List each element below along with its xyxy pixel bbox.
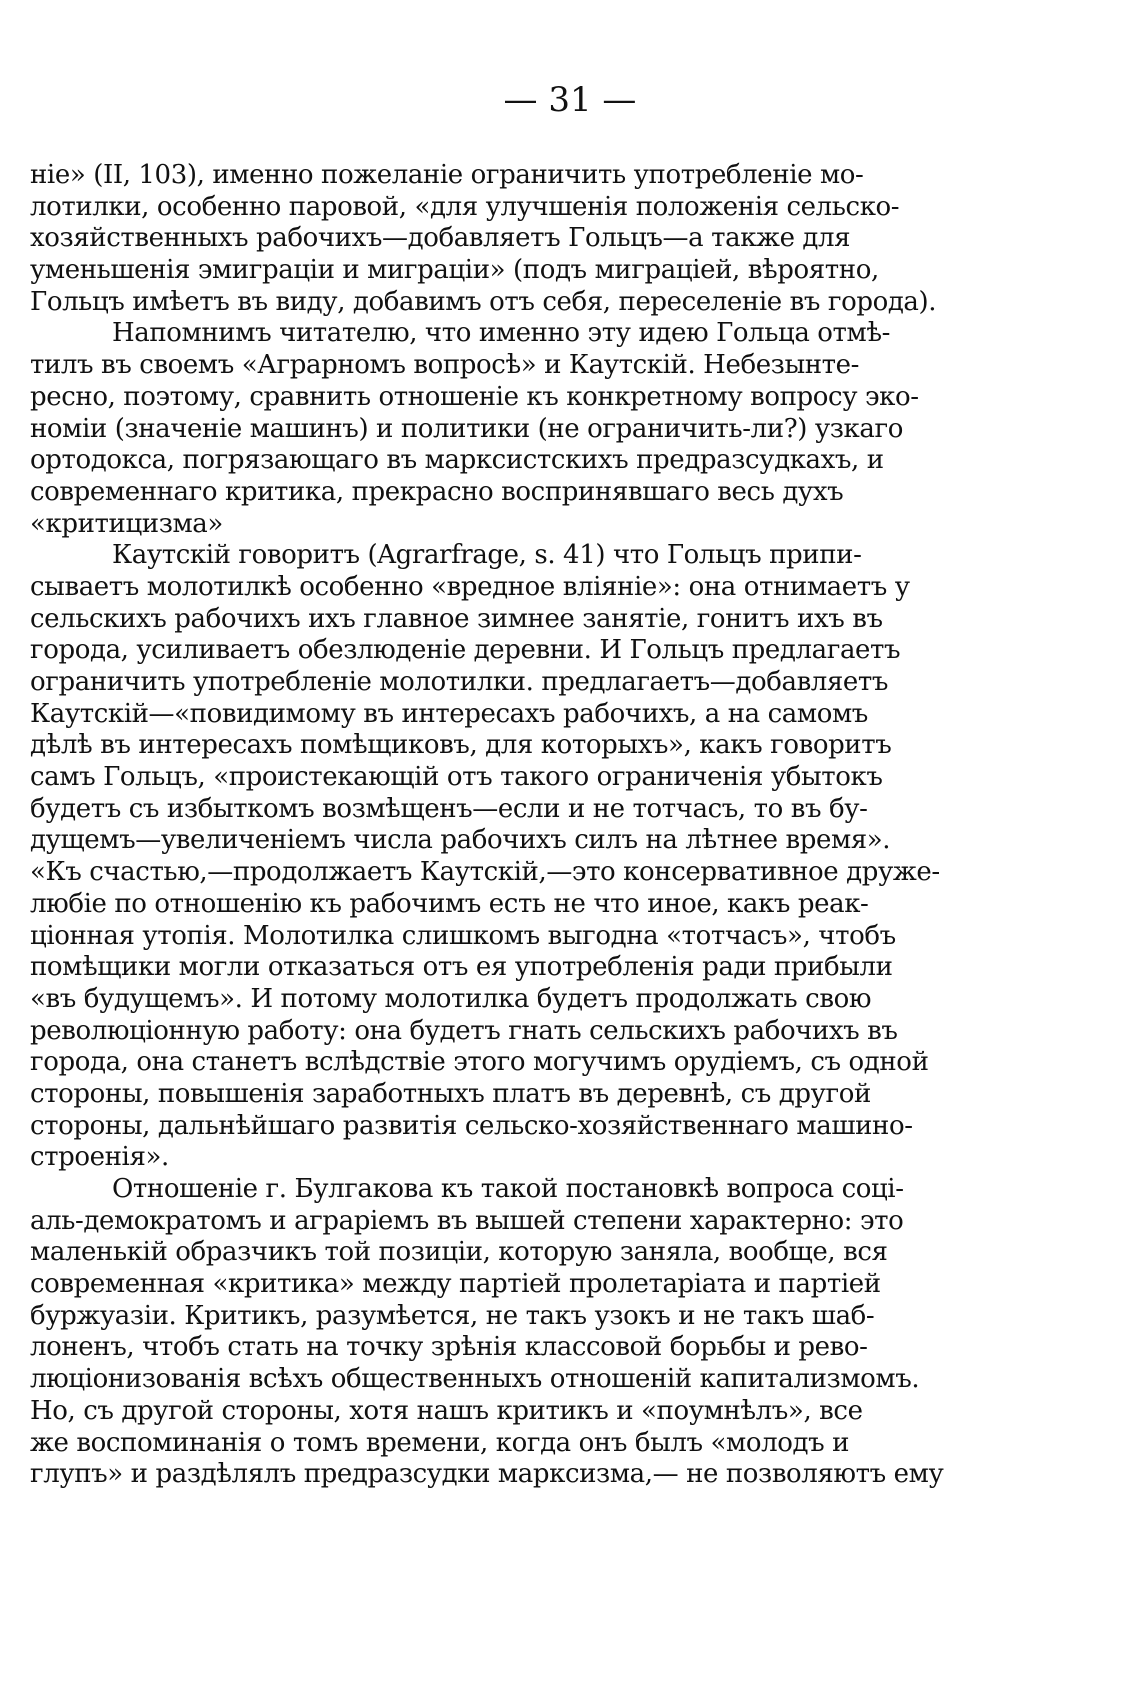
text-line: ортодокса, погрязающаго въ марксистскихъ предразсудкахъ, и: [30, 445, 884, 476]
text-line: хозяйственныхъ рабочихъ—добавляетъ Гольцъ—а также для: [30, 223, 851, 254]
text-line: сельскихъ рабочихъ ихъ главное зимнее занятіе, гонитъ ихъ въ: [30, 603, 883, 634]
text-line: будетъ съ избыткомъ возмѣщенъ—если и не тотчасъ, то въ бу-: [30, 793, 868, 824]
text-line: самъ Гольцъ, «проистекающій отъ такого ограниченія убытокъ: [30, 762, 883, 793]
text-line: люціонизованія всѣхъ общественныхъ отношеній капитализмомъ.: [30, 1364, 920, 1395]
text-line: Гольцъ имѣетъ въ виду, добавимъ отъ себя, переселеніе въ города).: [30, 286, 937, 317]
text-line: ресно, поэтому, сравнить отношеніе къ конкретному вопросу эко-: [30, 381, 919, 412]
text-line: ограничить употребленіе молотилки. предлагаетъ—добавляетъ: [30, 667, 889, 697]
text-line: тилъ въ своемъ «Аграрномъ вопросѣ» и Каутскій. Небезынте-: [30, 350, 860, 381]
text-line: же воспоминанія о томъ времени, когда онъ былъ «молодъ и: [30, 1427, 850, 1458]
text-line: номіи (значеніе машинъ) и политики (не ограничить-ли?) узкаго: [30, 413, 903, 444]
text-line: стороны, повышенія заработныхъ платъ въ деревнѣ, съ другой: [30, 1078, 871, 1109]
text-line: «въ будущемъ». И потому молотилка будетъ продолжать свою: [30, 983, 872, 1014]
text-line: дѣлѣ въ интересахъ помѣщиковъ, для которыхъ», какъ говоритъ: [30, 730, 892, 761]
text-line: Отношеніе г. Булгакова къ такой постановкѣ вопроса соці-: [112, 1174, 904, 1204]
text-line: сываетъ молотилкѣ особенно «вредное вліяніе»: она отнимаетъ у: [30, 571, 910, 602]
text-line: современная «критика» между партіей пролетаріата и партіей: [30, 1269, 881, 1300]
text-line: стороны, дальнѣйшаго развитія сельско-хозяйственнаго машино-: [30, 1110, 913, 1141]
text-line: Напомнимъ читателю, что именно эту идею Гольца отмѣ-: [112, 318, 891, 349]
text-line: современнаго критика, прекрасно воспринявшаго весь духъ: [30, 476, 844, 507]
text-line: Каутскій—«повидимому въ интересахъ рабочихъ, а на самомъ: [30, 698, 868, 729]
text-line: Каутскій говоритъ (Agrarfrage, s. 41) что Гольцъ припи-: [112, 540, 862, 571]
text-line: строенія».: [30, 1142, 169, 1173]
text-line: города, она станетъ вслѣдствіе этого могучимъ орудіемъ, съ одной: [30, 1047, 929, 1078]
text-line: лотилки, особенно паровой, «для улучшенія положенія сельско-: [30, 191, 900, 222]
text-line: ціонная утопія. Молотилка слишкомъ выгодна «тотчасъ», чтобъ: [30, 920, 896, 951]
text-line: маленькій образчикъ той позиціи, которую заняла, вообще, вся: [30, 1237, 888, 1268]
text-line: буржуазіи. Критикъ, разумѣется, не такъ узокъ и не такъ шаб-: [30, 1300, 875, 1331]
text-line: помѣщики могли отказаться отъ ея употребленія ради прибыли: [30, 952, 893, 983]
text-line: дущемъ—увеличеніемъ числа рабочихъ силъ на лѣтнее время».: [30, 825, 891, 856]
text-line: уменьшенія эмиграціи и миграціи» (подъ миграціей, вѣроятно,: [30, 255, 879, 286]
body-text: [30, 160, 970, 1491]
text-line: города, усиливаетъ обезлюденіе деревни. И Гольцъ предлагаетъ: [30, 635, 901, 666]
page-number: — 31 —: [503, 80, 637, 120]
text-line: ніе» (II, 103), именно пожеланіе ограничить употребленіе мо-: [30, 160, 864, 190]
text-line: любіе по отношенію къ рабочимъ есть не что иное, какъ реак-: [30, 888, 869, 919]
text-line: Но, съ другой стороны, хотя нашъ критикъ и «поумнѣлъ», все: [30, 1395, 863, 1426]
text-line: революціонную работу: она будетъ гнать сельскихъ рабочихъ въ: [30, 1015, 898, 1046]
text-line: «критицизма»: [30, 508, 223, 539]
text-line: лоненъ, чтобъ стать на точку зрѣнія классовой борьбы и рево-: [30, 1332, 868, 1363]
text-line: аль-демократомъ и аграріемъ въ вышей степени характерно: это: [30, 1205, 904, 1236]
text-line: глупъ» и раздѣлялъ предразсудки марксизма,— не позволяютъ ему: [30, 1459, 944, 1490]
text-line: «Къ счастью,—продолжаетъ Каутскій,—это консервативное друже-: [30, 857, 940, 888]
